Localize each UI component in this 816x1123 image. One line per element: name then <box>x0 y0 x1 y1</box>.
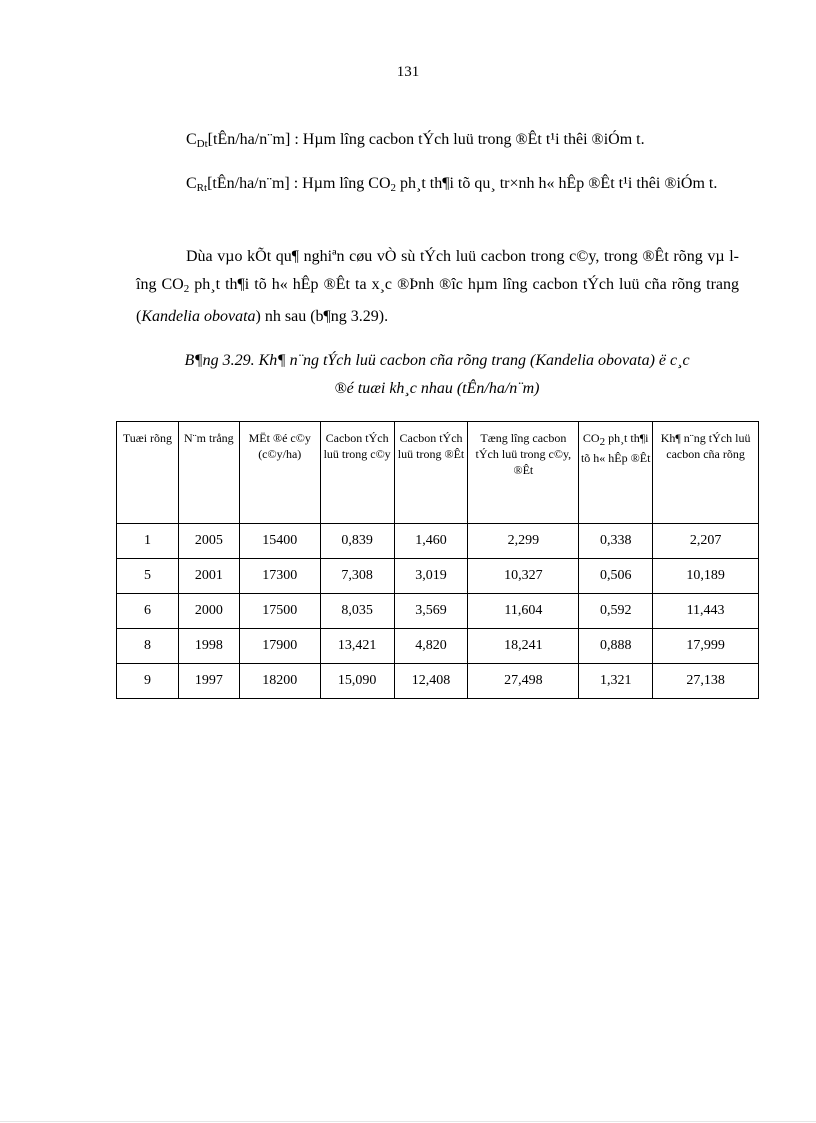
table-cell: 1998 <box>178 629 239 664</box>
table-cell: 10,189 <box>653 559 759 594</box>
table-cell: 17,999 <box>653 629 759 664</box>
symbol-c: C <box>186 175 197 192</box>
table-cell: 0,506 <box>579 559 653 594</box>
species-name: Kandelia obovata <box>141 308 256 325</box>
paragraph-text: ) nh sau (b¶ng 3.29). <box>255 308 389 325</box>
definition-cdt <box>136 126 739 158</box>
table-cell: 2005 <box>178 524 239 559</box>
table-cell: 17900 <box>239 629 320 664</box>
table-cell: 12,408 <box>394 664 468 699</box>
table-cell: 2000 <box>178 594 239 629</box>
table-cell: 8 <box>117 629 179 664</box>
page-bottom-rule <box>0 1121 816 1122</box>
carbon-table <box>116 421 759 699</box>
table-cell: 2001 <box>178 559 239 594</box>
table-cell: 18200 <box>239 664 320 699</box>
header-tong-luong: Tæng lîng cacbon tÝch luü trong c©y, ®Êt <box>468 422 579 524</box>
table-cell: 2,299 <box>468 524 579 559</box>
table-cell: 0,839 <box>320 524 394 559</box>
table-cell: 1,321 <box>579 664 653 699</box>
definition-crt <box>136 170 739 202</box>
body-paragraph <box>136 243 739 331</box>
table-header-row <box>117 422 759 524</box>
paragraph-text: Dùa vµo kÕt qu¶ nghiªn cøu vÒ sù tÝch luü cacbon trong c©y, trong ®Êt rõng vµ lîng CO <box>136 248 739 293</box>
table-cell: 15400 <box>239 524 320 559</box>
caption-line: B¶ng 3.29. Kh¶ n¨ng tÝch luü cacbon cña rõng trang (Kandelia obovata) ë c¸c <box>184 352 690 369</box>
table-cell: 8,035 <box>320 594 394 629</box>
definition-text: [tÊn/ha/n¨m] : Hµm lîng cacbon tÝch luü trong ®Êt t¹i thêi ®iÓm t. <box>207 131 645 148</box>
symbol-c: C <box>186 131 197 148</box>
table-cell: 11,443 <box>653 594 759 629</box>
table-cell: 1997 <box>178 664 239 699</box>
table-cell: 9 <box>117 664 179 699</box>
table-row <box>117 559 759 594</box>
table-cell: 3,569 <box>394 594 468 629</box>
table-cell: 1,460 <box>394 524 468 559</box>
table-cell: 0,338 <box>579 524 653 559</box>
subscript-2: 2 <box>183 283 190 295</box>
subscript-rt: Rt <box>196 182 208 194</box>
header-tuoi-rung: Tuæi rõng <box>117 422 179 524</box>
caption-line: ®é tuæi kh¸c nhau (tÊn/ha/n¨m) <box>334 380 540 397</box>
header-mat-do: MËt ®é c©y (c©y/ha) <box>239 422 320 524</box>
page-number: 131 <box>396 64 420 80</box>
table-row <box>117 594 759 629</box>
paragraph-text: ph¸t th¶i tõ h« hÊp ®Êt ta x¸c ®Þnh ®îc hµm lîng cacbon tÝch luü cña rõng trang ( <box>136 276 739 325</box>
table-cell: 15,090 <box>320 664 394 699</box>
table-cell: 10,327 <box>468 559 579 594</box>
table-cell: 17300 <box>239 559 320 594</box>
subscript-2: 2 <box>390 182 396 194</box>
table-cell: 2,207 <box>653 524 759 559</box>
table-caption <box>116 347 758 403</box>
table-cell: 11,604 <box>468 594 579 629</box>
table-cell: 18,241 <box>468 629 579 664</box>
table-cell: 4,820 <box>394 629 468 664</box>
table-cell: 27,498 <box>468 664 579 699</box>
table-cell: 5 <box>117 559 179 594</box>
table-row <box>117 664 759 699</box>
table-cell: 3,019 <box>394 559 468 594</box>
table-cell: 27,138 <box>653 664 759 699</box>
header-cacbon-cay: Cacbon tÝch luü trong c©y <box>320 422 394 524</box>
table-row <box>117 629 759 664</box>
table-row <box>117 524 759 559</box>
header-nam-trong: N¨m trång <box>178 422 239 524</box>
table-cell: 0,592 <box>579 594 653 629</box>
definition-text: [tÊn/ha/n¨m] : Hµm lîng CO <box>207 175 391 192</box>
header-cacbon-dat: Cacbon tÝch luü trong ®Êt <box>394 422 468 524</box>
table-cell: 13,421 <box>320 629 394 664</box>
table-cell: 17500 <box>239 594 320 629</box>
table-cell: 7,308 <box>320 559 394 594</box>
table-cell: 0,888 <box>579 629 653 664</box>
header-co2-phat-thai: CO2 ph¸t th¶i tõ h« hÊp ®Êt <box>579 422 653 524</box>
subscript-dt: Dt <box>196 138 208 150</box>
table-cell: 1 <box>117 524 179 559</box>
definition-text: ph¸t th¶i tõ qu¸ tr×nh h« hÊp ®Êt t¹i thêi ®iÓm t. <box>396 175 718 192</box>
table-cell: 6 <box>117 594 179 629</box>
header-kha-nang: Kh¶ n¨ng tÝch luü cacbon cña rõng <box>653 422 759 524</box>
